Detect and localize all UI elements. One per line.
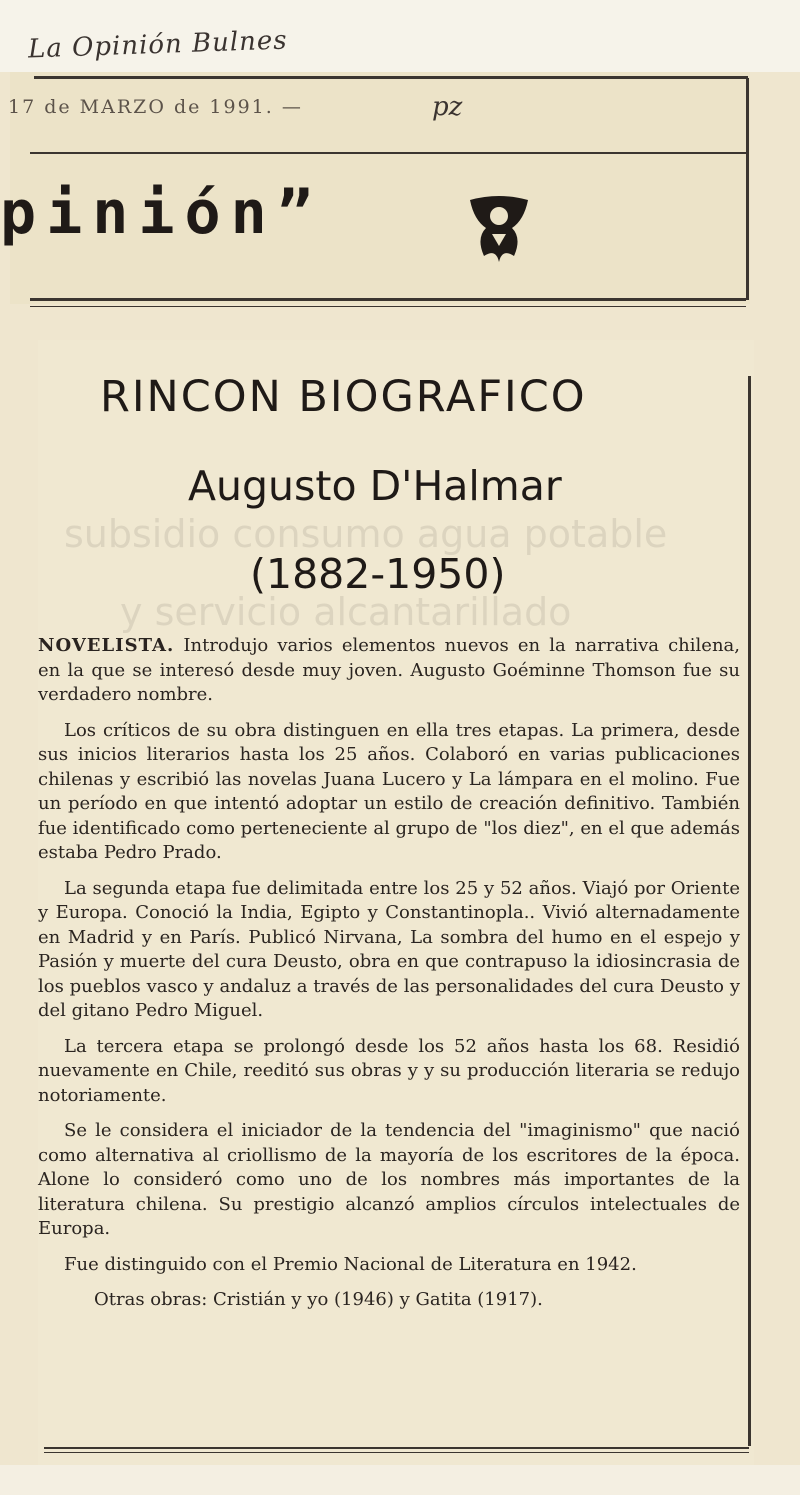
header-side-rule xyxy=(746,78,749,300)
paragraph-1-text: Introdujo varios elementos nuevos en la narrativa chilena, en la que se interesó desde muy joven. Augusto Goéminne Thomson fue su verdadero nombre. xyxy=(38,635,740,705)
handwritten-source-note: La Opinión Bulnes xyxy=(27,25,289,65)
masthead-emblem-icon xyxy=(462,190,536,264)
bottom-rule-thick xyxy=(44,1447,749,1449)
paragraph-3: La segunda etapa fue delimitada entre los 25 y 52 años. Viajó por Oriente y Europa. Conoció la India, Egipto y Constantinopla.. Vivió alternadamente en Madrid y en París. Publicó Nirvana, La sombra del humo en el espejo y Pasión y muerte del cura Deusto, obra en que contrapuso la idiosincrasia de los pueblos vasco y andaluz a través de las personalidades del cura Deusto y del gitano Pedro Miguel. xyxy=(38,877,740,1021)
article-headline: RINCON BIOGRAFICO xyxy=(100,372,587,422)
top-border-rule xyxy=(34,76,748,79)
paragraph-6: Fue distinguido con el Premio Nacional de Literatura en 1942. xyxy=(64,1253,637,1275)
dateline: 17 de MARZO de 1991. — xyxy=(8,96,303,118)
subject-years: (1882-1950) xyxy=(250,550,506,598)
bottom-rule-thin xyxy=(44,1452,749,1453)
masthead-rule-thin xyxy=(30,306,746,307)
dateline-rule xyxy=(30,152,746,154)
other-works-line: Otras obras: Cristián y yo (1946) y Gatita (1917). xyxy=(94,1289,543,1310)
subject-name: Augusto D'Halmar xyxy=(188,462,562,510)
article-body xyxy=(38,634,740,1324)
newspaper-masthead: pinión” xyxy=(0,178,323,248)
paragraph-2: Los críticos de su obra distinguen en ella tres etapas. La primera, desde sus inicios literarios hasta los 25 años. Colaboró en varias publicaciones chilenas y escribió las novelas Juana Lucero y La lámpara en el molino. Fue un período en que intentó adoptar un estilo de creación definitivo. También fue identificado como perteneciente al grupo de "los diez", en el que además estaba Pedro Prado. xyxy=(38,719,740,863)
handwritten-page-mark: pz xyxy=(432,92,463,122)
masthead-rule-thick xyxy=(30,298,746,301)
paragraph-5: Se le considera el iniciador de la tendencia del "imaginismo" que nació como alternativa al criollismo de la mayoría de los escritores de la época. Alone lo consideró como uno de los nombres más importantes de la literatura chilena. Su prestigio alcanzó amplios círculos intelectuales de Europa. xyxy=(38,1120,740,1239)
show-through-text-1: subsidio consumo agua potable xyxy=(64,512,668,556)
clipping-bottom-strip xyxy=(0,1465,800,1495)
paragraph-1 xyxy=(38,634,740,708)
show-through-text-2: y servicio alcantarillado xyxy=(120,590,572,634)
article-side-rule xyxy=(748,376,751,1446)
paragraph-4: La tercera etapa se prolongó desde los 52 años hasta los 68. Residió nuevamente en Chile, reeditó sus obras y y su producción literaria se redujo notoriamente. xyxy=(38,1035,740,1106)
lead-word: NOVELISTA. xyxy=(38,635,175,656)
